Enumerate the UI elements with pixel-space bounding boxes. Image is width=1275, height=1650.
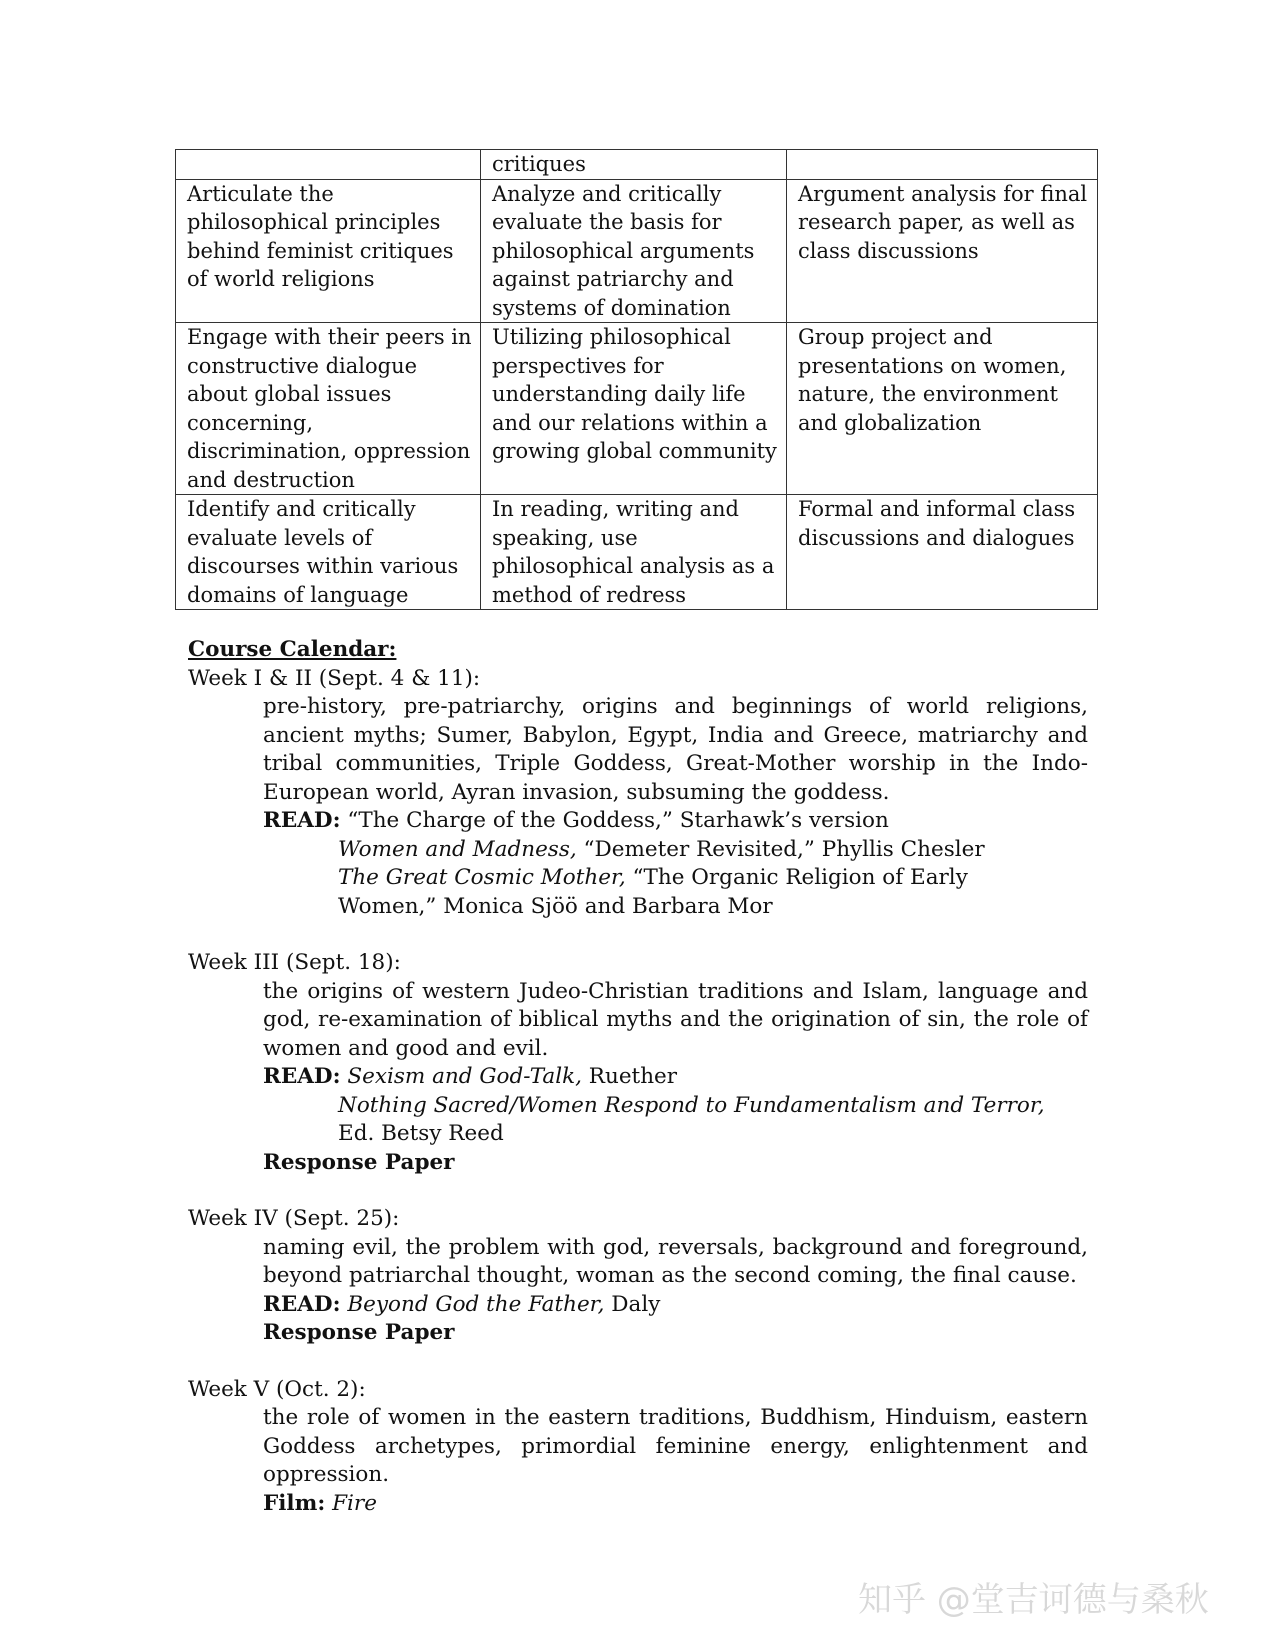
week-section bbox=[188, 1205, 1088, 1348]
calendar-heading: Course Calendar: bbox=[188, 637, 397, 662]
reading-title: Beyond God the Father, bbox=[347, 1291, 605, 1317]
week-description: pre-history, pre-patriarchy, origins and beginnings of world religions, ancient myths; Sumer, Babylon, Egypt, India and Greece, matriarchy and tribal communities, Triple Goddess, Great-Mother worship in the Indo-European world, Ayran invasion, subsuming the goddess. bbox=[263, 694, 1088, 805]
read-label: READ: bbox=[263, 1064, 341, 1089]
film-label: Film: bbox=[263, 1490, 326, 1516]
film-line bbox=[263, 1490, 1088, 1519]
week-section bbox=[188, 1376, 1088, 1519]
reading-text: Ruether bbox=[581, 1064, 678, 1089]
table-row bbox=[176, 150, 1098, 180]
film-title: Fire bbox=[332, 1490, 377, 1516]
assignment-label: Response Paper bbox=[263, 1320, 455, 1345]
reading-text: “The Charge of the Goddess,” Starhawk’s version bbox=[347, 808, 889, 833]
table-row bbox=[176, 323, 1098, 495]
week-description: naming evil, the problem with god, reversals, background and foreground, beyond patriarchal thought, woman as the second coming, the final cause. bbox=[263, 1234, 1088, 1288]
week-description: the role of women in the eastern traditions, Buddhism, Hinduism, eastern Goddess archetypes, primordial feminine energy, enlightenment and oppression. bbox=[263, 1405, 1088, 1487]
reading-line bbox=[263, 1063, 1088, 1092]
assignment-label: Response Paper bbox=[263, 1149, 455, 1175]
reading-line bbox=[338, 836, 1058, 865]
table-cell bbox=[176, 150, 481, 180]
week-title: Week III (Sept. 18): bbox=[188, 950, 401, 975]
read-label: READ: bbox=[263, 1291, 341, 1317]
reading-title: Sexism and God-Talk, bbox=[347, 1064, 582, 1089]
reading-text: “Demeter Revisited,” Phyllis Chesler bbox=[576, 836, 985, 862]
reading-text: Ed. Betsy Reed bbox=[338, 1121, 504, 1146]
week-title: Week I & II (Sept. 4 & 11): bbox=[188, 665, 481, 691]
learning-outcomes-table bbox=[175, 149, 1098, 610]
week-section bbox=[188, 665, 1088, 922]
reading-line bbox=[338, 1092, 1058, 1149]
watermark: 知乎 @堂吉诃德与桑秋 bbox=[858, 1580, 1209, 1620]
table-cell bbox=[787, 150, 1098, 180]
reading-title: The Great Cosmic Mother, bbox=[338, 865, 626, 890]
table-cell: Engage with their peers in constructive dialogue about global issues concerning, discrimination, oppression and destruction bbox=[176, 323, 481, 495]
week-section bbox=[188, 949, 1088, 1177]
reading-line bbox=[263, 807, 1088, 836]
table-cell: Identify and critically evaluate levels of discourses within various domains of language bbox=[176, 495, 481, 610]
reading-text: Daly bbox=[604, 1291, 661, 1317]
reading-text: “The Organic Religion of Early Women,” Monica Sjöö and Barbara Mor bbox=[338, 865, 968, 919]
table-cell: Argument analysis for final research paper, as well as class discussions bbox=[787, 179, 1098, 323]
reading-line bbox=[338, 864, 1058, 921]
read-label: READ: bbox=[263, 808, 341, 833]
reading-title: Women and Madness, bbox=[338, 836, 577, 862]
table-cell: Articulate the philosophical principles behind feminist critiques of world religions bbox=[176, 179, 481, 323]
table-cell: In reading, writing and speaking, use philosophical analysis as a method of redress bbox=[481, 495, 787, 610]
table-cell: Group project and presentations on women, nature, the environment and globalization bbox=[787, 323, 1098, 495]
reading-title: Nothing Sacred/Women Respond to Fundamentalism and Terror, bbox=[338, 1092, 1045, 1118]
table-cell: Analyze and critically evaluate the basis for philosophical arguments against patriarchy and systems of domination bbox=[481, 179, 787, 323]
table-cell: critiques bbox=[481, 150, 787, 180]
table-row bbox=[176, 179, 1098, 323]
week-description: the origins of western Judeo-Christian traditions and Islam, language and god, re-examination of biblical myths and the origination of sin, the role of women and good and evil. bbox=[263, 978, 1088, 1061]
reading-line bbox=[263, 1291, 1088, 1320]
week-title: Week IV (Sept. 25): bbox=[188, 1206, 400, 1231]
week-title: Week V (Oct. 2): bbox=[188, 1376, 366, 1402]
table-cell: Utilizing philosophical perspectives for understanding daily life and our relations within a growing global community bbox=[481, 323, 787, 495]
table-row bbox=[176, 495, 1098, 610]
course-calendar bbox=[188, 636, 1088, 1518]
table-cell: Formal and informal class discussions and dialogues bbox=[787, 495, 1098, 610]
